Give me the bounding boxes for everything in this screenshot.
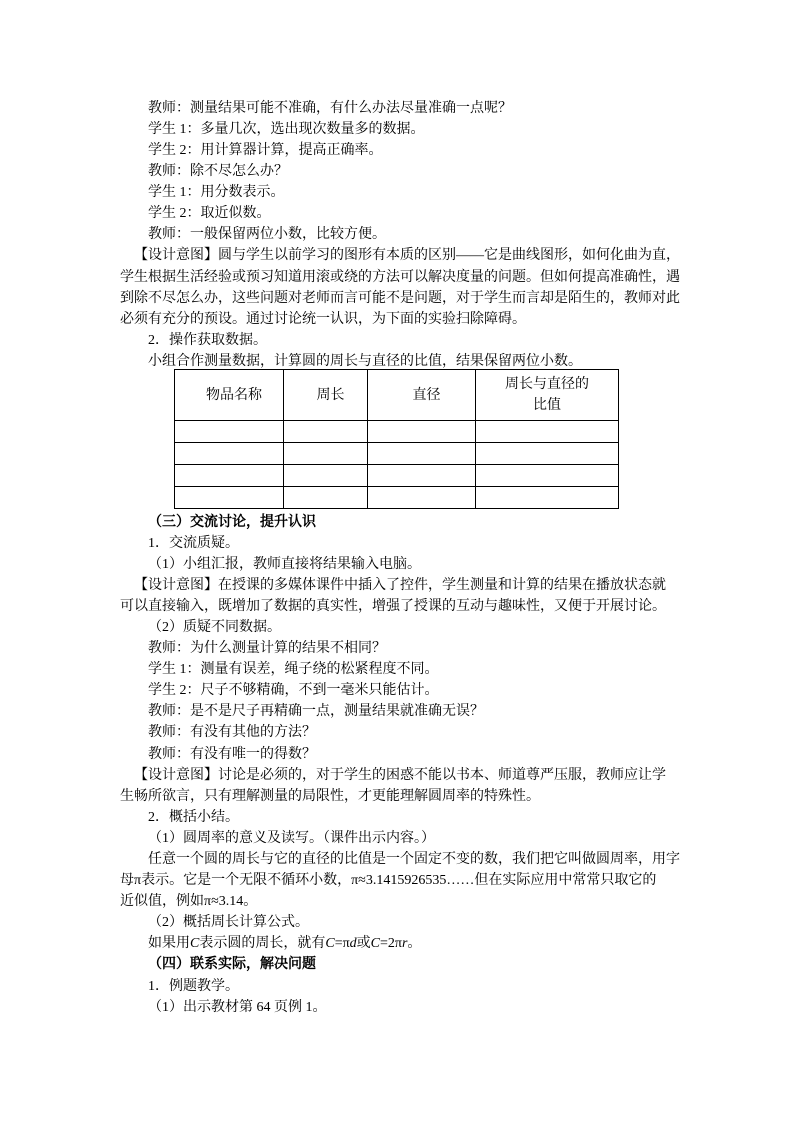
- sub-step: （2）概括周长计算公式。: [148, 915, 309, 931]
- table-cell: [284, 443, 368, 465]
- formula-text: 如果用: [148, 936, 190, 952]
- dialogue-line: 学生 1：多量几次，选出现次数量多的数据。: [148, 121, 425, 137]
- design-intent-line: 到除不尽怎么办，这些问题对老师而言可能不是问题，对于学生而言却是陌生的，教师对此: [120, 290, 680, 306]
- table-header-row: [175, 370, 619, 421]
- step-title: 1．交流质疑。: [148, 535, 239, 551]
- dialogue-line: 教师：除不尽怎么办？: [148, 163, 288, 179]
- dialogue-line: 学生 2：取近似数。: [148, 206, 271, 222]
- dialogue-line: 教师：有没有唯一的得数？: [148, 746, 316, 762]
- section-heading: （四）联系实际，解决问题: [148, 957, 316, 973]
- formula-text: =π: [334, 936, 350, 952]
- table-cell: [368, 465, 476, 487]
- dialogue-line: 教师：为什么测量计算的结果不相同？: [148, 641, 386, 657]
- design-intent-line: 生畅所欲言，只有理解测量的局限性，才更能理解圆周率的特殊性。: [120, 788, 540, 804]
- dialogue-line: 教师：是不是尺子再精确一点，测量结果就准确无误？: [148, 704, 484, 720]
- formula-text: =2π: [380, 936, 402, 952]
- section-heading: （三）交流讨论，提升认识: [148, 514, 316, 530]
- formula-variable: d: [349, 936, 357, 952]
- table-cell: [476, 487, 619, 509]
- formula-text: 或: [356, 936, 371, 952]
- formula-variable: C: [325, 936, 335, 952]
- table-cell: [284, 487, 368, 509]
- design-intent-line: 【设计意图】在授课的多媒体课件中插入了控件，学生测量和计算的结果在播放状态就: [134, 577, 666, 593]
- pi-definition-line: 母π表示。它是一个无限不循环小数，π≈3.1415926535……但在实际应用中常常只取它的: [120, 873, 657, 889]
- table-cell: [175, 465, 284, 487]
- formula-variable: r: [401, 936, 408, 952]
- discussion-section: [120, 512, 680, 1018]
- circumference-formula: [120, 933, 680, 954]
- dialogue-line: 教师：测量结果可能不准确，有什么办法尽量准确一点呢？: [148, 100, 512, 116]
- table-header-ratio-label: 周长与直径的比值: [505, 377, 589, 413]
- step-instruction: 小组合作测量数据，计算圆的周长与直径的比值，结果保留两位小数。: [148, 354, 582, 370]
- sub-step: （2）质疑不同数据。: [148, 619, 281, 635]
- dialogue-line: 学生 1：用分数表示。: [148, 185, 285, 201]
- table-header-item-name: 物品名称: [175, 370, 284, 421]
- formula-text: 表示圆的周长，就有: [199, 936, 326, 952]
- formula-text: 。: [407, 936, 422, 952]
- step-title: 1．例题教学。: [148, 978, 239, 994]
- table-cell: [368, 487, 476, 509]
- design-intent-line: 【设计意图】圆与学生以前学习的图形有本质的区别——它是曲线图形，如何化曲为直，: [134, 248, 680, 264]
- design-intent-line: 必须有充分的预设。通过讨论统一认识，为下面的实验扫除障碍。: [120, 311, 526, 327]
- dialogue-line: 学生 1：测量有误差，绳子绕的松紧程度不同。: [148, 662, 439, 678]
- dialogue-line: 教师：有没有其他的方法？: [148, 725, 316, 741]
- pi-definition-line: 近似值，例如π≈3.14。: [120, 894, 258, 910]
- table-row: [175, 465, 619, 487]
- dialogue-section: [120, 98, 680, 373]
- measurement-table: [174, 369, 619, 509]
- step-title: 2．概括小结。: [148, 809, 239, 825]
- table-cell: [175, 421, 284, 443]
- table-cell: [368, 421, 476, 443]
- table-cell: [368, 443, 476, 465]
- table-header-ratio: [476, 370, 619, 421]
- table-cell: [476, 421, 619, 443]
- table-cell: [284, 421, 368, 443]
- dialogue-line: 教师：一般保留两位小数，比较方便。: [148, 227, 386, 243]
- table-header-circumference: 周长: [284, 370, 368, 421]
- table-cell: [284, 465, 368, 487]
- pi-definition-line: 任意一个圆的周长与它的直径的比值是一个固定不变的数，我们把它叫做圆周率，用字: [148, 852, 680, 867]
- table-cell: [476, 443, 619, 465]
- sub-step: （1）出示教材第 64 页例 1。: [148, 999, 327, 1015]
- design-intent-line: 【设计意图】讨论是必须的，对于学生的困惑不能以书本、师道尊严压服，教师应让学: [134, 767, 666, 783]
- dialogue-line: 学生 2：尺子不够精确，不到一毫米只能估计。: [148, 683, 439, 699]
- dialogue-line: 学生 2：用计算器计算，提高正确率。: [148, 142, 383, 158]
- table-cell: [175, 487, 284, 509]
- table-row: [175, 421, 619, 443]
- design-intent-line: 可以直接输入，既增加了数据的真实性，增强了授课的互动与趣味性，又便于开展讨论。: [120, 598, 666, 614]
- table-header-diameter: 直径: [368, 370, 476, 421]
- formula-variable: C: [370, 936, 380, 952]
- sub-step: （1）小组汇报，教师直接将结果输入电脑。: [148, 556, 421, 572]
- table-row: [175, 443, 619, 465]
- sub-step: （1）圆周率的意义及读写。（课件出示内容。）: [148, 830, 435, 846]
- formula-variable: C: [190, 936, 200, 952]
- design-intent-line: 学生根据生活经验或预习知道用滚或绕的方法可以解决度量的问题。但如何提高准确性，遇: [120, 269, 680, 285]
- table-cell: [476, 465, 619, 487]
- step-title: 2．操作获取数据。: [148, 333, 267, 349]
- table-cell: [175, 443, 284, 465]
- table-row: [175, 487, 619, 509]
